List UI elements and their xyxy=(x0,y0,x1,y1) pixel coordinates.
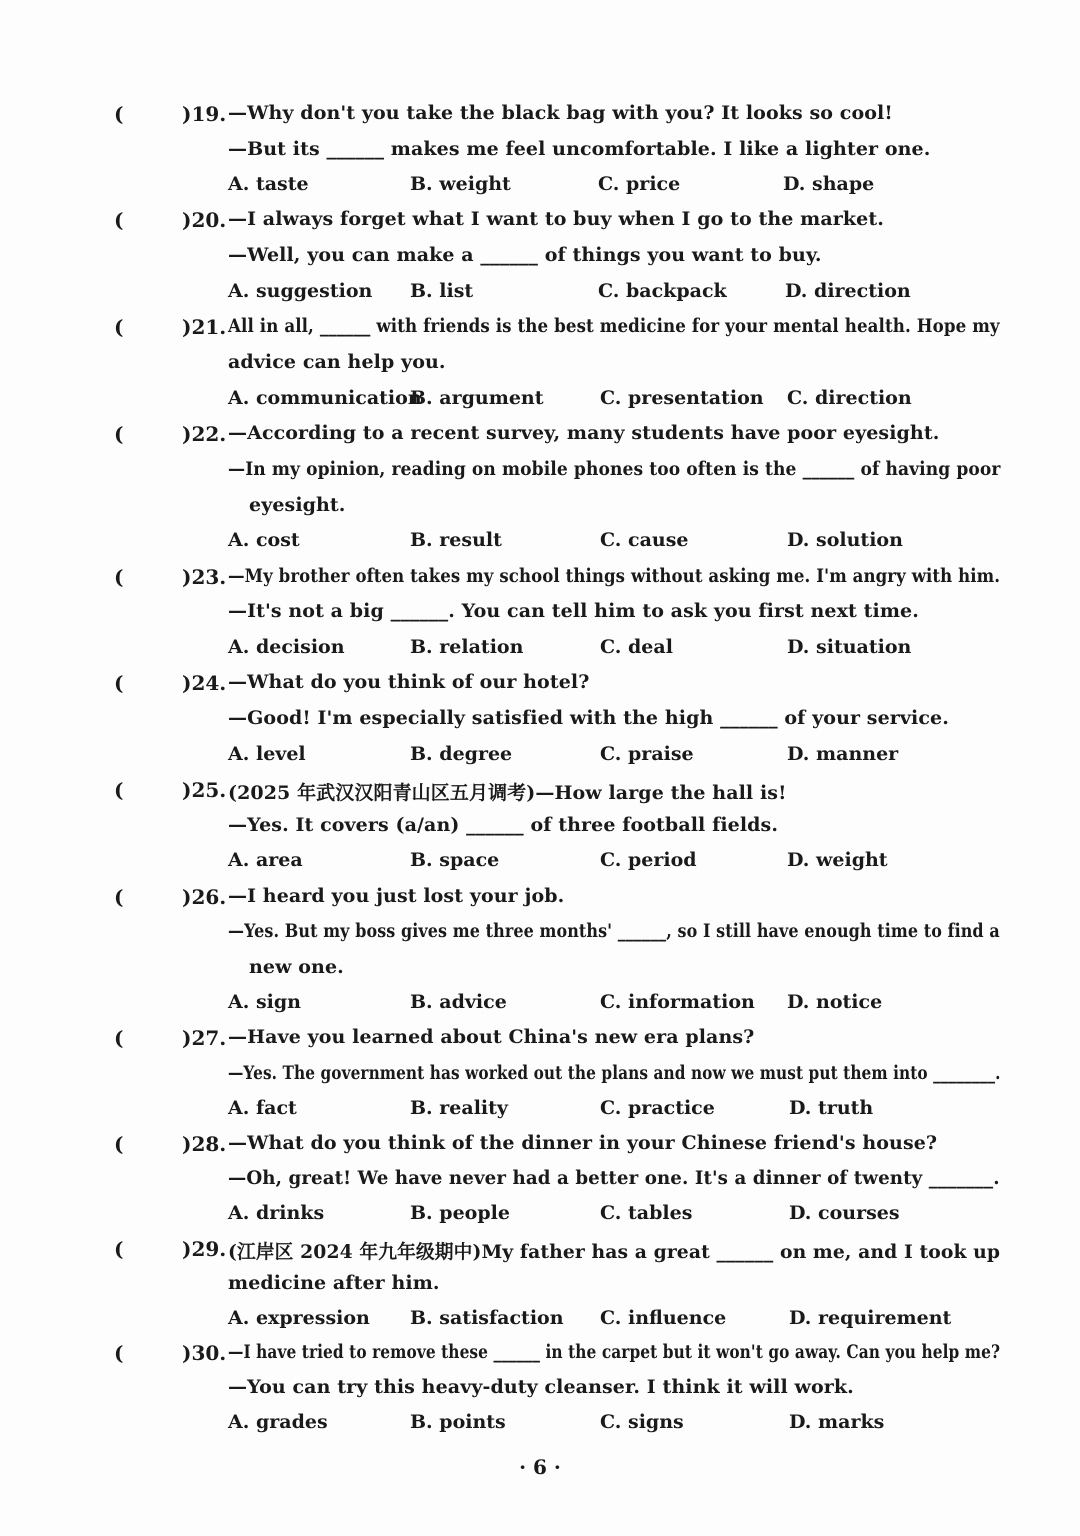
question-text-line: —It's not a big ______. You can tell him to ask you first next time. xyxy=(228,600,919,622)
question-text-line: —But its ______ makes me feel uncomfortable. I like a lighter one. xyxy=(228,138,931,160)
answer-paren: ( xyxy=(114,1237,124,1261)
question-number: )24. xyxy=(182,671,227,695)
question-text-line: —In my opinion, reading on mobile phones too often is the ______ of having poor xyxy=(228,458,1001,480)
option-a: A. taste xyxy=(228,173,309,195)
question-text-line: —Good! I'm especially satisfied with the high ______ of your service. xyxy=(228,707,949,729)
question-text-line: —Well, you can make a ______ of things you want to buy. xyxy=(228,244,822,266)
answer-paren: ( xyxy=(114,1341,124,1365)
option-b: B. advice xyxy=(410,991,507,1013)
option-a: A. decision xyxy=(228,636,345,658)
question-number: )30. xyxy=(182,1341,227,1365)
option-b: B. space xyxy=(410,849,500,871)
question-text-line: —What do you think of the dinner in your Chinese friend's house? xyxy=(228,1132,938,1154)
option-b: B. reality xyxy=(410,1097,508,1119)
question-number: )28. xyxy=(182,1132,227,1156)
answer-paren: ( xyxy=(114,671,124,695)
answer-paren: ( xyxy=(114,208,124,232)
answer-paren: ( xyxy=(114,315,124,339)
question-number: )23. xyxy=(182,565,227,589)
option-c: C. praise xyxy=(600,743,694,765)
question-text-line: medicine after him. xyxy=(228,1272,440,1294)
option-b: B. argument xyxy=(410,387,544,409)
option-a: A. grades xyxy=(228,1411,328,1433)
option-d: D. direction xyxy=(785,280,911,302)
answer-paren: ( xyxy=(114,102,124,126)
option-a: A. area xyxy=(228,849,303,871)
question-text-line: —My brother often takes my school things without asking me. I'm angry with him. xyxy=(228,565,1001,587)
question-number: )29. xyxy=(182,1237,227,1261)
question-number: )22. xyxy=(182,422,227,446)
question-number: )26. xyxy=(182,885,227,909)
option-d: D. shape xyxy=(783,173,875,195)
option-a: A. sign xyxy=(228,991,301,1013)
question-text-line: —Yes. It covers (a/an) ______ of three football fields. xyxy=(228,814,779,836)
question-text-line: —Yes. But my boss gives me three months' ______, so I still have enough time to find a xyxy=(228,920,1000,942)
option-c: C. influence xyxy=(600,1307,727,1329)
option-a: A. drinks xyxy=(228,1202,325,1224)
option-a: A. expression xyxy=(228,1307,370,1329)
option-b: B. points xyxy=(410,1411,506,1433)
option-d: D. truth xyxy=(789,1097,874,1119)
answer-paren: ( xyxy=(114,885,124,909)
option-b: B. degree xyxy=(410,743,513,765)
question-text-line: new one. xyxy=(249,956,344,978)
question-text-line: —Oh, great! We have never had a better one. It's a dinner of twenty _______. xyxy=(228,1167,1000,1189)
option-d: D. notice xyxy=(787,991,883,1013)
question-text-line: —You can try this heavy-duty cleanser. I think it will work. xyxy=(228,1376,854,1398)
question-text-line: advice can help you. xyxy=(228,351,446,373)
option-a: A. communication xyxy=(228,387,422,409)
option-a: A. fact xyxy=(228,1097,297,1119)
question-text-line: —Yes. The government has worked out the plans and now we must put them into ________. xyxy=(228,1062,1001,1084)
option-c: C. period xyxy=(600,849,697,871)
option-b: B. people xyxy=(410,1202,510,1224)
question-text-line: All in all, ______ with friends is the best medicine for your mental health. Hope my xyxy=(228,315,1000,337)
option-c: C. cause xyxy=(600,529,689,551)
answer-paren: ( xyxy=(114,422,124,446)
option-d: D. solution xyxy=(787,529,903,551)
option-c: C. backpack xyxy=(598,280,727,302)
question-number: )20. xyxy=(182,208,227,232)
question-text-line: —Have you learned about China's new era plans? xyxy=(228,1026,755,1048)
option-c: C. information xyxy=(600,991,755,1013)
option-c: C. practice xyxy=(600,1097,715,1119)
question-text-line: —I have tried to remove these ______ in the carpet but it won't go away. Can you help me? xyxy=(228,1341,1001,1363)
option-c: C. signs xyxy=(600,1411,684,1433)
option-c: C. price xyxy=(598,173,681,195)
question-text-line: —I heard you just lost your job. xyxy=(228,885,565,907)
answer-paren: ( xyxy=(114,565,124,589)
option-d: D. courses xyxy=(789,1202,900,1224)
question-text-line: —I always forget what I want to buy when I go to the market. xyxy=(228,208,884,230)
option-a: A. level xyxy=(228,743,306,765)
answer-paren: ( xyxy=(114,1026,124,1050)
question-number: )19. xyxy=(182,102,227,126)
question-text-line: —What do you think of our hotel? xyxy=(228,671,590,693)
option-d: D. requirement xyxy=(789,1307,952,1329)
option-b: B. relation xyxy=(410,636,524,658)
option-c: C. presentation xyxy=(600,387,764,409)
question-text-line: (江岸区 2024 年九年级期中)My father has a great ______ on me, and I took up xyxy=(228,1241,1001,1263)
option-d: C. direction xyxy=(787,387,912,409)
option-d: D. manner xyxy=(787,743,899,765)
option-d: D. marks xyxy=(789,1411,885,1433)
question-number: )25. xyxy=(182,778,227,802)
option-c: C. tables xyxy=(600,1202,693,1224)
option-b: B. satisfaction xyxy=(410,1307,564,1329)
question-text-line: —According to a recent survey, many students have poor eyesight. xyxy=(228,422,940,444)
option-a: A. cost xyxy=(228,529,300,551)
answer-paren: ( xyxy=(114,778,124,802)
answer-paren: ( xyxy=(114,1132,124,1156)
question-text-line: (2025 年武汉汉阳青山区五月调考)—How large the hall is! xyxy=(228,782,787,804)
question-number: )21. xyxy=(182,315,227,339)
option-b: B. result xyxy=(410,529,502,551)
option-b: B. list xyxy=(410,280,474,302)
question-text-line: eyesight. xyxy=(249,494,346,516)
option-d: D. situation xyxy=(787,636,912,658)
option-d: D. weight xyxy=(787,849,888,871)
option-b: B. weight xyxy=(410,173,511,195)
option-a: A. suggestion xyxy=(228,280,373,302)
page-number: · 6 · xyxy=(519,1455,561,1479)
question-number: )27. xyxy=(182,1026,227,1050)
option-c: C. deal xyxy=(600,636,673,658)
question-text-line: —Why don't you take the black bag with you? It looks so cool! xyxy=(228,102,893,124)
